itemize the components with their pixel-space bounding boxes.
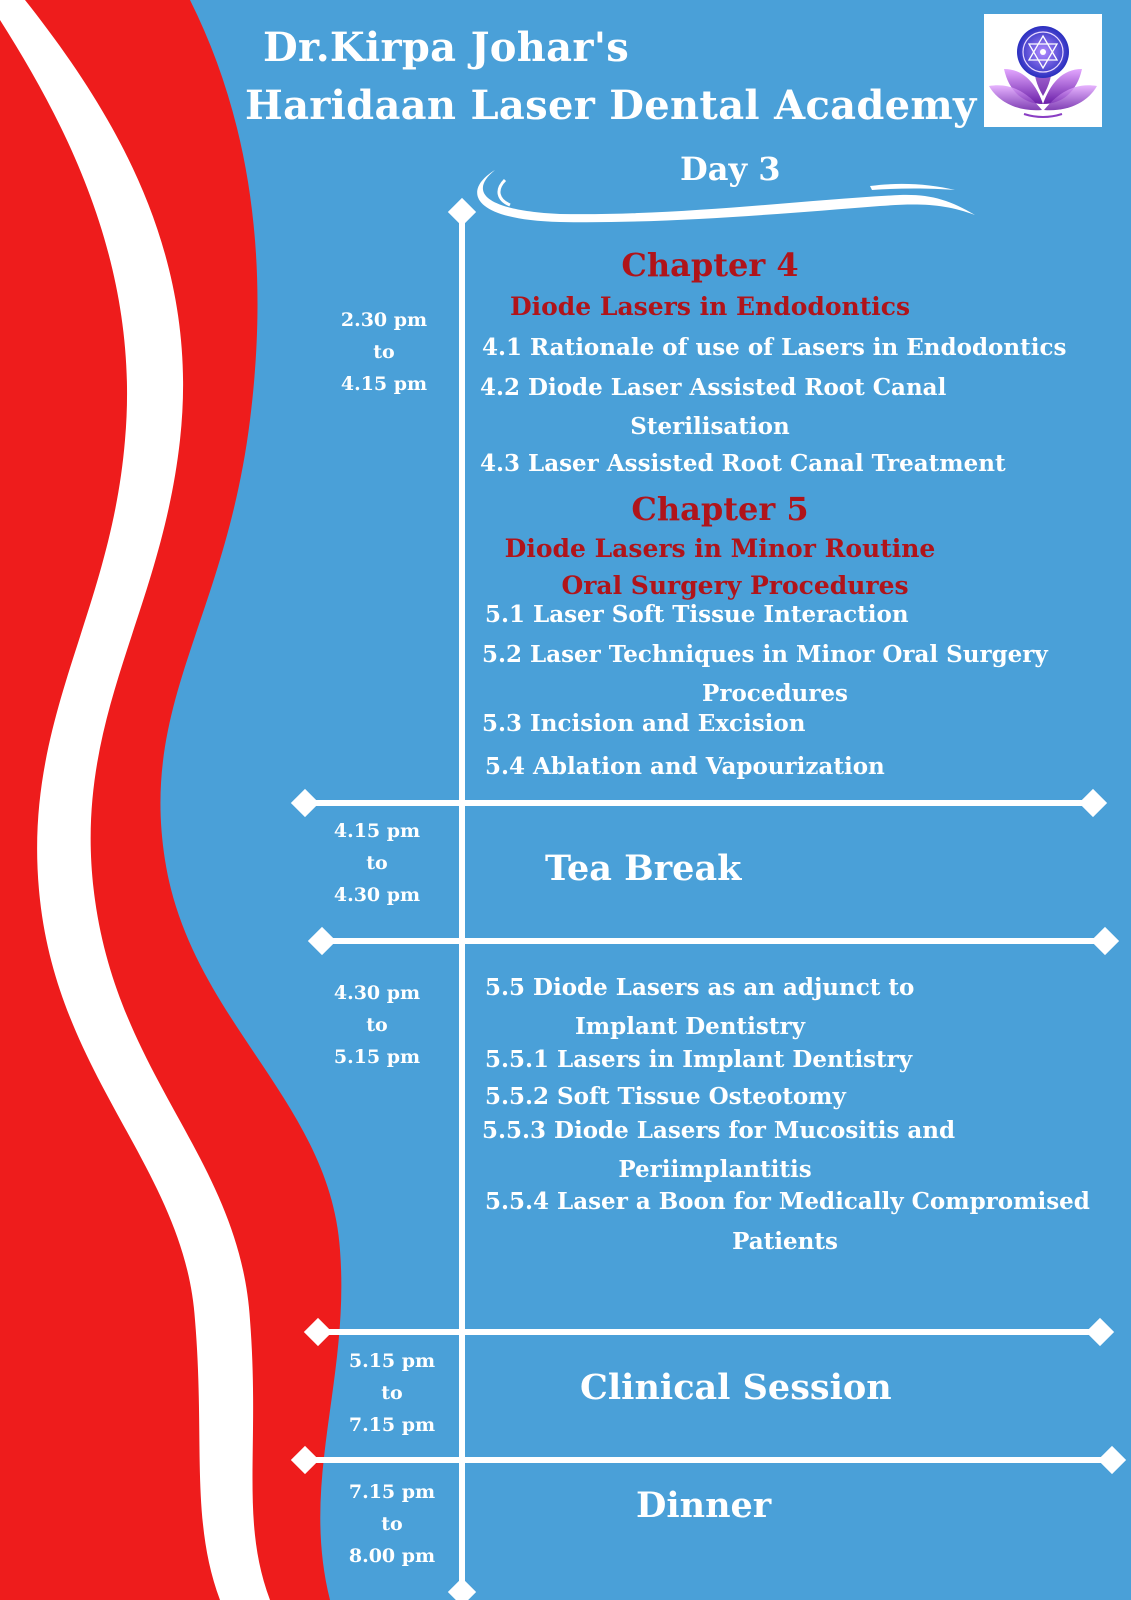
day-label: Day 3 xyxy=(680,150,781,188)
time-end: 4.30 pm xyxy=(333,884,421,906)
topic-5-1: 5.1 Laser Soft Tissue Interaction xyxy=(485,601,909,628)
chapter-5-subtitle-line-2: Oral Surgery Procedures xyxy=(561,571,909,600)
topic-5-5-4: 5.5.4 Laser a Boon for Medically Compromised xyxy=(485,1188,1090,1215)
session-5-time xyxy=(332,1476,452,1572)
time-start: 4.15 pm xyxy=(333,820,421,842)
time-sep: to xyxy=(381,1382,403,1404)
session-3-time xyxy=(317,977,437,1073)
chapter-5-subtitle-line-1: Diode Lasers in Minor Routine xyxy=(504,534,936,563)
topic-5-4: 5.4 Ablation and Vapourization xyxy=(485,753,885,780)
time-sep: to xyxy=(373,341,395,363)
time-start: 2.30 pm xyxy=(340,309,428,331)
event-dinner: Dinner xyxy=(636,1485,772,1526)
time-start: 5.15 pm xyxy=(348,1350,436,1372)
event-tea-break: Tea Break xyxy=(545,848,742,889)
time-sep: to xyxy=(366,1014,388,1036)
topic-5-5-4-cont: Patients xyxy=(732,1228,838,1255)
topic-5-2-cont: Procedures xyxy=(702,680,848,707)
chapter-5-title: Chapter 5 xyxy=(631,490,809,528)
topic-5-5-3: 5.5.3 Diode Lasers for Mucositis and xyxy=(482,1117,956,1144)
session-2-time xyxy=(317,815,437,911)
topic-5-5: 5.5 Diode Lasers as an adjunct to xyxy=(485,974,915,1001)
topic-5-5-3-cont: Periimplantitis xyxy=(618,1156,812,1183)
time-end: 8.00 pm xyxy=(348,1545,436,1567)
topic-5-5-cont: Implant Dentistry xyxy=(575,1013,805,1040)
time-sep: to xyxy=(381,1513,403,1535)
chapter-4-subtitle: Diode Lasers in Endodontics xyxy=(509,292,911,321)
title-line-1: Dr.Kirpa Johar's xyxy=(263,24,630,71)
time-start: 4.30 pm xyxy=(333,982,421,1004)
time-sep: to xyxy=(366,852,388,874)
topic-5-5-1: 5.5.1 Lasers in Implant Dentistry xyxy=(485,1046,913,1073)
topic-4-2-cont: Sterilisation xyxy=(630,413,790,440)
topic-5-2: 5.2 Laser Techniques in Minor Oral Surgery xyxy=(482,641,1048,668)
time-end: 7.15 pm xyxy=(348,1414,436,1436)
topic-5-5-2: 5.5.2 Soft Tissue Osteotomy xyxy=(485,1083,846,1110)
logo xyxy=(984,14,1102,127)
time-end: 5.15 pm xyxy=(333,1046,421,1068)
chapter-4-title: Chapter 4 xyxy=(621,246,799,284)
time-end: 4.15 pm xyxy=(340,373,428,395)
title-line-2: Haridaan Laser Dental Academy xyxy=(245,82,977,129)
yantra-lotus-logo-icon xyxy=(984,14,1102,127)
session-4-time xyxy=(332,1345,452,1441)
topic-4-3: 4.3 Laser Assisted Root Canal Treatment xyxy=(480,450,1006,477)
time-start: 7.15 pm xyxy=(348,1481,436,1503)
topic-4-2: 4.2 Diode Laser Assisted Root Canal xyxy=(480,374,947,401)
topic-5-3: 5.3 Incision and Excision xyxy=(482,710,806,737)
topic-4-1: 4.1 Rationale of use of Lasers in Endodontics xyxy=(482,334,1067,361)
session-1-time xyxy=(324,304,444,400)
event-clinical-session: Clinical Session xyxy=(580,1367,892,1408)
